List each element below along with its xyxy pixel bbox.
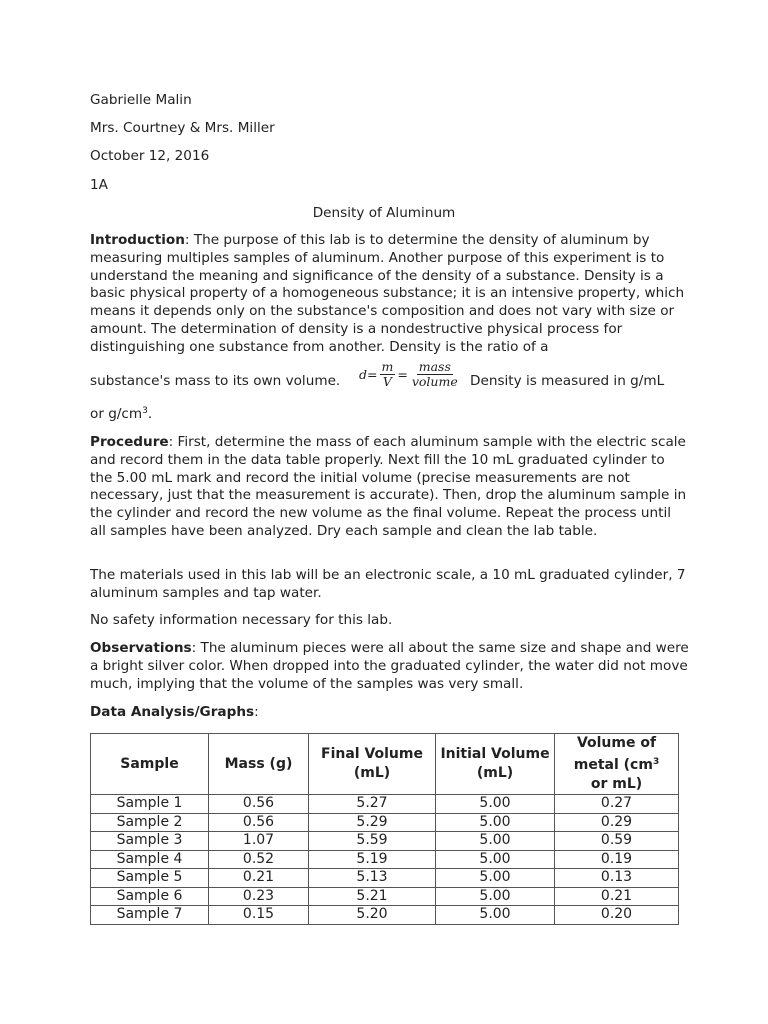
procedure-heading: Procedure: [90, 434, 169, 450]
table-cell: 0.21: [555, 887, 679, 906]
class-period: 1A: [90, 177, 108, 193]
table-cell: 0.19: [555, 850, 679, 869]
materials-paragraph: The materials used in this lab will be an electronic scale, a 10 mL graduated cylinder, 7 aluminum samples and tap water.: [90, 567, 686, 601]
observations-text: : The aluminum pieces were all about the same size and shape and were a bright silver color. When dropped into the graduated cylinder, the water did not move much, implying that the volume of the samples was very small.: [90, 640, 689, 692]
table-cell: Sample 5: [91, 869, 209, 888]
observations-heading: Observations: [90, 640, 192, 656]
author-name: Gabrielle Malin: [90, 92, 192, 108]
col-header-sample: Sample: [91, 734, 209, 795]
col-header-final-volume: Final Volume (mL): [309, 734, 436, 795]
table-cell: Sample 7: [91, 906, 209, 925]
table-cell: Sample 1: [91, 795, 209, 814]
col-header-mass: Mass (g): [209, 734, 309, 795]
procedure-text: : First, determine the mass of each aluminum sample with the electric scale and record them in the data table properly. Next fill the 10 mL graduated cylinder to the 5.00 mL mark and record the initial volume (precise measurements are not necessary, just that the measurement is accurate). Then, drop the aluminum sample in the cylinder and record the new volume as the final volume. Repeat the process until all samples have been analyzed. Dry each sample and clean the lab table.: [90, 434, 687, 539]
table-cell: Sample 4: [91, 850, 209, 869]
procedure-paragraph: [90, 434, 690, 541]
table-row: [91, 795, 679, 814]
table-row: [91, 887, 679, 906]
fraction-m-over-v: $\frac{m}{V}$: [381, 359, 394, 389]
table-body: [91, 795, 679, 925]
table-cell: 5.00: [436, 795, 555, 814]
table-cell: 5.00: [436, 869, 555, 888]
table-cell: 5.00: [436, 906, 555, 925]
table-cell: 5.29: [309, 813, 436, 832]
col-header-initial-volume: Initial Volume (mL): [436, 734, 555, 795]
table-cell: 5.20: [309, 906, 436, 925]
table-cell: 0.23: [209, 887, 309, 906]
observations-paragraph: [90, 640, 690, 693]
teachers: Mrs. Courtney & Mrs. Miller: [90, 120, 275, 136]
table-cell: Sample 6: [91, 887, 209, 906]
table-cell: 5.19: [309, 850, 436, 869]
table-cell: 5.00: [436, 850, 555, 869]
introduction-units-end: or $g/cm^3$.: [90, 406, 153, 422]
introduction-text: : The purpose of this lab is to determine the density of aluminum by measuring multiples samples of aluminum. Another purpose of this experiment is to understand the meaning and significance of the density of a substance. Density is a basic physical property of a homogeneous substance; it is an intensive property, which means it depends only on the substance's composition and does not vary with size or amount. The determination of density is a nondestructive physical process for distinguishing one substance from another. Density is the ratio of a: [90, 232, 685, 355]
table-cell: 5.13: [309, 869, 436, 888]
introduction-units-text: Density is measured in g/mL: [470, 373, 665, 389]
table-cell: 5.00: [436, 832, 555, 851]
table-cell: 5.00: [436, 887, 555, 906]
table-row: [91, 906, 679, 925]
table-cell: Sample 2: [91, 813, 209, 832]
col-header-volume-of-metal: Volume of metal ($cm^3$ or mL): [555, 734, 679, 795]
introduction-heading: Introduction: [90, 232, 185, 248]
document-title: Density of Aluminum: [312, 205, 456, 221]
table-row: [91, 813, 679, 832]
data-table: [90, 733, 679, 925]
table-cell: 0.20: [555, 906, 679, 925]
table-cell: 0.15: [209, 906, 309, 925]
table-header-row: [91, 734, 679, 795]
table-cell: 0.59: [555, 832, 679, 851]
table-cell: 0.27: [555, 795, 679, 814]
data-analysis-heading-line: Data Analysis/Graphs:: [90, 704, 259, 720]
introduction-paragraph: [90, 232, 690, 357]
introduction-formula-lead: substance's mass to its own volume.: [90, 373, 341, 389]
date: October 12, 2016: [90, 148, 210, 164]
table-cell: 5.00: [436, 813, 555, 832]
table-cell: 5.27: [309, 795, 436, 814]
fraction-mass-over-volume: $\frac{\text{mass}}{\text{volume}}$: [411, 359, 458, 389]
table-cell: Sample 3: [91, 832, 209, 851]
density-formula: d = $\frac{m}{V}$ = $\frac{\text{mass}}{\text{volume}}$: [359, 359, 458, 389]
table-cell: 0.13: [555, 869, 679, 888]
safety-paragraph: No safety information necessary for this lab.: [90, 612, 393, 628]
table-row: [91, 869, 679, 888]
table-cell: 0.21: [209, 869, 309, 888]
table-row: [91, 832, 679, 851]
table-cell: 0.29: [555, 813, 679, 832]
table-cell: 1.07: [209, 832, 309, 851]
table-row: [91, 850, 679, 869]
table-cell: 0.52: [209, 850, 309, 869]
table-cell: 0.56: [209, 813, 309, 832]
table-cell: 5.21: [309, 887, 436, 906]
table-cell: 5.59: [309, 832, 436, 851]
table-cell: 0.56: [209, 795, 309, 814]
